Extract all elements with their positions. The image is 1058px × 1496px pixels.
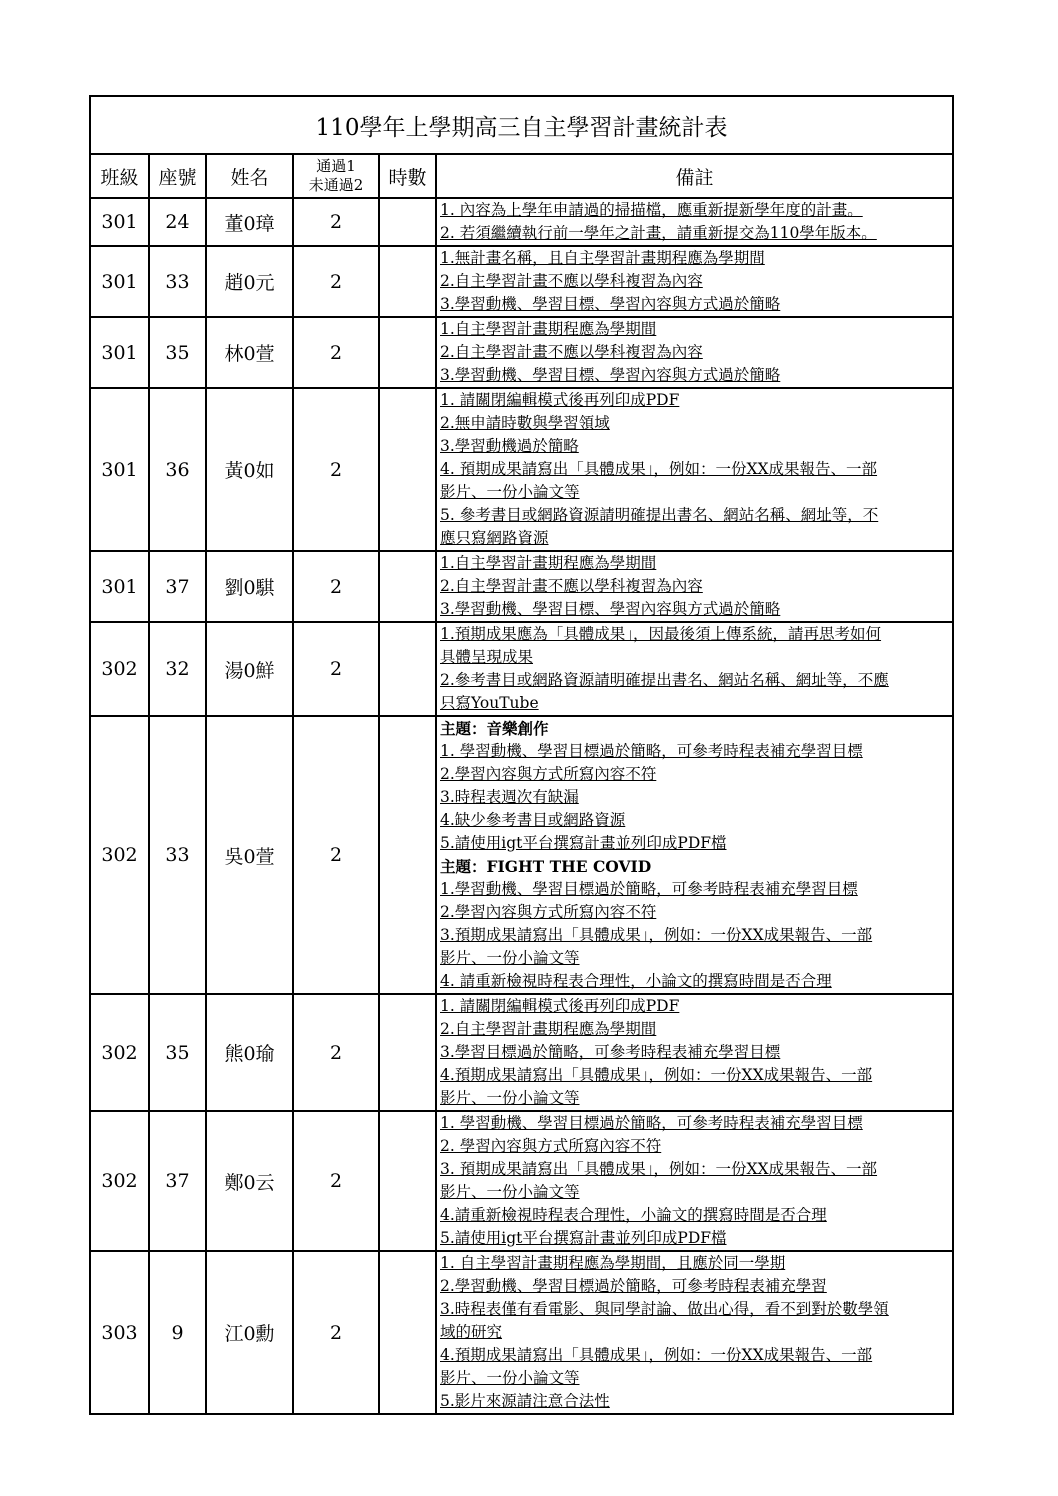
cell-remarks <box>436 622 953 716</box>
remark-line: 3.時程表僅有看電影、與同學討論、做出心得，看不到對於數學領 <box>440 1300 889 1318</box>
cell-hours <box>379 1111 436 1251</box>
remark-line: 2.學習動機、學習目標過於簡略，可參考時程表補充學習 <box>440 1277 827 1295</box>
remark-line: 影片、一份小論文等 <box>440 483 580 501</box>
cell-name: 熊0瑜 <box>206 994 293 1111</box>
cell-name: 鄭0云 <box>206 1111 293 1251</box>
cell-status: 2 <box>293 1251 379 1414</box>
cell-hours <box>379 317 436 388</box>
cell-name: 趙0元 <box>206 246 293 317</box>
remark-line: 2.學習內容與方式所寫內容不符 <box>440 903 657 921</box>
cell-status: 2 <box>293 994 379 1111</box>
remark-line: 1. 學習動機、學習目標過於簡略，可參考時程表補充學習目標 <box>440 1114 863 1132</box>
header-pass-status <box>293 154 379 198</box>
cell-seat: 37 <box>149 551 206 622</box>
header-remarks: 備註 <box>436 154 953 198</box>
remark-line: 1. 自主學習計畫期程應為學期間，且應於同一學期 <box>440 1254 786 1272</box>
cell-hours <box>379 994 436 1111</box>
cell-status: 2 <box>293 551 379 622</box>
remark-line: 5.請使用igt平台撰寫計畫並列印成PDF檔 <box>440 834 727 852</box>
remark-line: 2. 若須繼續執行前一學年之計畫，請重新提交為110學年版本。 <box>440 224 877 242</box>
remark-line: 影片、一份小論文等 <box>440 1369 580 1387</box>
cell-remarks <box>436 551 953 622</box>
remark-line: 1.自主學習計畫期程應為學期間 <box>440 554 657 572</box>
remark-line: 只寫YouTube <box>440 694 539 712</box>
table-row <box>90 551 953 622</box>
table-row <box>90 994 953 1111</box>
remark-line: 1. 學習動機、學習目標過於簡略，可參考時程表補充學習目標 <box>440 742 863 760</box>
cell-seat: 32 <box>149 622 206 716</box>
table-row <box>90 317 953 388</box>
header-pass-line1: 通過1 <box>316 157 356 175</box>
cell-name: 湯0鮮 <box>206 622 293 716</box>
cell-status: 2 <box>293 246 379 317</box>
cell-seat: 37 <box>149 1111 206 1251</box>
cell-seat: 33 <box>149 246 206 317</box>
cell-class: 302 <box>90 622 149 716</box>
cell-remarks <box>436 246 953 317</box>
remark-line: 4. 預期成果請寫出「具體成果」，例如：一份XX成果報告、一部 <box>440 460 878 478</box>
remark-line: 2.自主學習計畫不應以學科複習為內容 <box>440 577 703 595</box>
remark-line: 1.無計畫名稱，且自主學習計畫期程應為學期間 <box>440 249 765 267</box>
cell-class: 301 <box>90 388 149 551</box>
remark-line: 4.預期成果請寫出「具體成果」，例如：一份XX成果報告、一部 <box>440 1346 873 1364</box>
remark-line: 4.請重新檢視時程表合理性，小論文的撰寫時間是否合理 <box>440 1206 827 1224</box>
remark-line: 2.無申請時數與學習領域 <box>440 414 610 432</box>
cell-seat: 33 <box>149 716 206 994</box>
table-row <box>90 1111 953 1251</box>
cell-status: 2 <box>293 716 379 994</box>
table-row <box>90 246 953 317</box>
cell-status: 2 <box>293 388 379 551</box>
remark-line: 2.自主學習計畫不應以學科複習為內容 <box>440 343 703 361</box>
cell-status: 2 <box>293 622 379 716</box>
remark-line: 4.缺少參考書目或網路資源 <box>440 811 626 829</box>
cell-name: 吳0萱 <box>206 716 293 994</box>
cell-seat: 24 <box>149 198 206 246</box>
remark-line: 3.學習動機、學習目標、學習內容與方式過於簡略 <box>440 295 781 313</box>
header-class: 班級 <box>90 154 149 198</box>
remark-line: 5.請使用igt平台撰寫計畫並列印成PDF檔 <box>440 1229 727 1247</box>
cell-remarks <box>436 994 953 1111</box>
remark-line: 3.學習動機、學習目標、學習內容與方式過於簡略 <box>440 366 781 384</box>
cell-class: 303 <box>90 1251 149 1414</box>
remark-line: 1.預期成果應為「具體成果」，因最後須上傳系統，請再思考如何 <box>440 625 882 643</box>
cell-status: 2 <box>293 317 379 388</box>
remark-line: 3.時程表週次有缺漏 <box>440 788 579 806</box>
cell-class: 301 <box>90 551 149 622</box>
remark-line: 1.學習動機、學習目標過於簡略，可參考時程表補充學習目標 <box>440 880 858 898</box>
header-pass-line2: 未通過2 <box>308 176 364 194</box>
remark-line: 3.學習動機過於簡略 <box>440 437 579 455</box>
remark-line: 應只寫網路資源 <box>440 529 549 547</box>
cell-hours <box>379 246 436 317</box>
cell-seat: 35 <box>149 317 206 388</box>
remark-line: 3. 預期成果請寫出「具體成果」，例如：一份XX成果報告、一部 <box>440 1160 878 1178</box>
remark-line: 具體呈現成果 <box>440 648 534 666</box>
cell-remarks <box>436 716 953 994</box>
table-row <box>90 198 953 246</box>
remark-line: 3.學習動機、學習目標、學習內容與方式過於簡略 <box>440 600 781 618</box>
cell-class: 302 <box>90 994 149 1111</box>
cell-remarks <box>436 198 953 246</box>
cell-class: 302 <box>90 1111 149 1251</box>
remark-line: 影片、一份小論文等 <box>440 949 580 967</box>
remark-line: 1.自主學習計畫期程應為學期間 <box>440 320 657 338</box>
remark-line: 主題：FIGHT THE COVID <box>440 857 652 876</box>
remark-line: 4. 請重新檢視時程表合理性，小論文的撰寫時間是否合理 <box>440 972 832 990</box>
cell-remarks <box>436 317 953 388</box>
remark-line: 2.學習內容與方式所寫內容不符 <box>440 765 657 783</box>
remark-line: 3.學習目標過於簡略，可參考時程表補充學習目標 <box>440 1043 781 1061</box>
table-row <box>90 388 953 551</box>
cell-name: 黃0如 <box>206 388 293 551</box>
cell-name: 劉0騏 <box>206 551 293 622</box>
remark-line: 3.預期成果請寫出「具體成果」，例如：一份XX成果報告、一部 <box>440 926 873 944</box>
cell-class: 301 <box>90 246 149 317</box>
cell-hours <box>379 1251 436 1414</box>
cell-hours <box>379 388 436 551</box>
remark-line: 5. 參考書目或網路資源請明確提出書名、網站名稱、網址等，不 <box>440 506 879 524</box>
remark-line: 2.自主學習計畫不應以學科複習為內容 <box>440 272 703 290</box>
table-title: 110學年上學期高三自主學習計畫統計表 <box>90 96 953 154</box>
table-row <box>90 622 953 716</box>
cell-name: 林0萱 <box>206 317 293 388</box>
cell-hours <box>379 622 436 716</box>
cell-class: 302 <box>90 716 149 994</box>
cell-seat: 35 <box>149 994 206 1111</box>
remark-line: 1. 內容為上學年申請過的掃描檔，應重新提新學年度的計畫。 <box>440 201 863 219</box>
cell-status: 2 <box>293 1111 379 1251</box>
remark-line: 5.影片來源請注意合法性 <box>440 1392 610 1410</box>
remark-line: 影片、一份小論文等 <box>440 1183 580 1201</box>
cell-seat: 36 <box>149 388 206 551</box>
cell-remarks <box>436 1111 953 1251</box>
remark-line: 主題：音樂創作 <box>440 719 549 738</box>
table-row <box>90 716 953 994</box>
table-row <box>90 1251 953 1414</box>
cell-status: 2 <box>293 198 379 246</box>
cell-seat: 9 <box>149 1251 206 1414</box>
plan-statistics-table <box>89 95 954 1415</box>
remark-line: 1. 請關閉編輯模式後再列印成PDF <box>440 391 680 409</box>
cell-hours <box>379 551 436 622</box>
remark-line: 域的研究 <box>440 1323 503 1341</box>
cell-hours <box>379 198 436 246</box>
cell-class: 301 <box>90 317 149 388</box>
remark-line: 影片、一份小論文等 <box>440 1089 580 1107</box>
cell-class: 301 <box>90 198 149 246</box>
cell-remarks <box>436 1251 953 1414</box>
remark-line: 4.預期成果請寫出「具體成果」，例如：一份XX成果報告、一部 <box>440 1066 873 1084</box>
cell-name: 董0璋 <box>206 198 293 246</box>
remark-line: 2.參考書目或網路資源請明確提出書名、網站名稱、網址等，不應 <box>440 671 889 689</box>
remark-line: 2.自主學習計畫期程應為學期間 <box>440 1020 657 1038</box>
cell-name: 江0勳 <box>206 1251 293 1414</box>
cell-hours <box>379 716 436 994</box>
header-name: 姓名 <box>206 154 293 198</box>
header-seat: 座號 <box>149 154 206 198</box>
table-body <box>90 198 953 1414</box>
cell-remarks <box>436 388 953 551</box>
remark-line: 2. 學習內容與方式所寫內容不符 <box>440 1137 662 1155</box>
header-hours: 時數 <box>379 154 436 198</box>
remark-line: 1. 請關閉編輯模式後再列印成PDF <box>440 997 680 1015</box>
